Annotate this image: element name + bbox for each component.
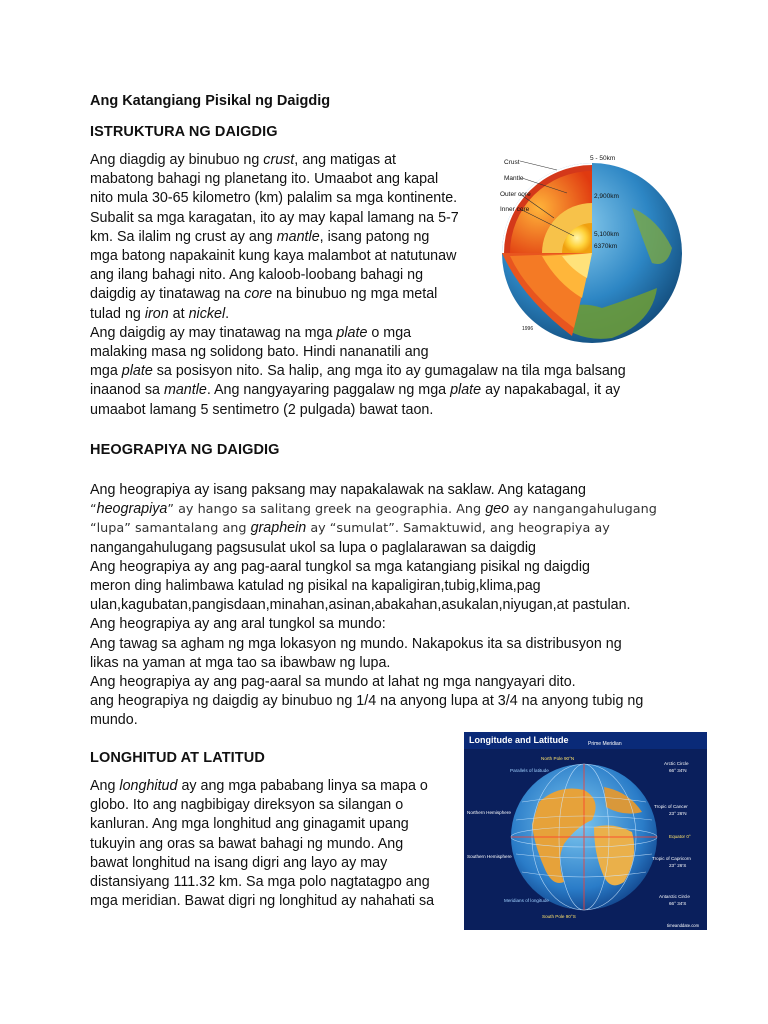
text-span: , ang matigas at [294, 152, 397, 168]
section-heading-istruktura: ISTRUKTURA NG DAIGDIG [90, 124, 278, 140]
s2-line-2 [90, 500, 657, 519]
text-span: mabatong bahagi ng planetang ito. Umaabot ang kapal [90, 171, 439, 188]
section-heading-longhitud: LONGHITUD AT LATITUD [90, 750, 265, 766]
text-span: nito mula 30-65 kilometro (km) palalim sa mga kontinente. [90, 190, 458, 207]
text-line [90, 835, 434, 854]
label-depth-2: 2,900km [594, 193, 619, 200]
fig2-parallels: Parallels of latitude [510, 768, 549, 773]
text-span: sa posisyon nito. Sa halip, ang mga ito ay gumagalaw na tila mga balsang [152, 363, 626, 380]
text-line: Ang tawag sa agham ng mga lokasyon ng mundo. Nakapokus ita sa distribusyon ng [90, 635, 622, 652]
text-span: distansiyang 111.32 km. Sa mga polo nagtatagpo ang [90, 874, 430, 891]
italic-term: graphein [250, 520, 307, 537]
text-span: Ang [90, 778, 120, 794]
fig2-arctic-deg: 66° 34′N [669, 768, 687, 773]
text-line: Ang heograpiya ay ang pag-aaral sa mundo at lahat ng mga nangyayari dito. [90, 674, 576, 691]
section3-body [90, 777, 434, 911]
text-span: at [168, 305, 189, 322]
earth-structure-figure [482, 148, 682, 348]
fig2-credit: timeanddate.com [667, 923, 700, 928]
text-span: . [225, 305, 230, 322]
italic-term: nickel [188, 305, 226, 322]
fig2-capricorn-deg: 23° 26′S [669, 863, 687, 868]
text-line: mundo. [90, 712, 138, 729]
text-line [90, 796, 434, 815]
fig2-north-pole: North Pole 90°N [541, 756, 575, 761]
text-span: , isang patong ng [319, 228, 430, 245]
text-span: Ang diagdig ay binubuo ng [90, 152, 264, 168]
text-span: globo. Ito ang nagbibigay direksyon sa silangan o [90, 797, 404, 814]
fig2-prime: Prime Meridian [588, 741, 622, 747]
text-line [90, 381, 626, 400]
italic-term: longhitud [119, 778, 178, 794]
italic-term: plate [336, 324, 368, 341]
label-mantle: Mantle [504, 175, 524, 182]
fig2-arctic: Arctic Circle [664, 761, 689, 766]
text-line: ulan,kagubatan,pangisdaan,minahan,asinan,abakahan,asukalan,niyugan,at pastulan. [90, 597, 631, 614]
italic-term: plate [121, 363, 153, 380]
text-line: meron ding halimbawa katulad ng pisikal na kapaligiran,tubig,klima,pag [90, 578, 541, 595]
text-span: malaking masa ng solidong bato. Hindi nananatili ang [90, 344, 429, 361]
italic-term: heograpiya [96, 501, 168, 518]
text-line [90, 873, 434, 892]
text-line: Ang heograpiya ay ang pag-aaral tungkol sa mga katangiang pisikal ng daigdig [90, 558, 590, 575]
text-span: km. Sa ilalim ng crust ay ang [90, 228, 277, 245]
text-line [90, 401, 626, 420]
text-span: Ang daigdig ay may tinatawag na mga [90, 324, 337, 341]
italic-term: core [244, 286, 273, 303]
fig2-southern: Southern Hemisphere [467, 854, 512, 859]
text-span: mga [90, 363, 122, 380]
italic-term: iron [144, 305, 169, 322]
text-span: Subalit sa mga karagatan, ito ay may kapal lamang na 5-7 [90, 209, 459, 226]
s2-line-1: Ang heograpiya ay isang paksang may napakalawak na saklaw. Ang katagang [90, 482, 586, 498]
italic-term: mantle [163, 382, 207, 399]
section-heading-heograpiya: HEOGRAPIYA NG DAIGDIG [90, 442, 280, 458]
text-span: tukuyin ang oras sa bawat bahagi ng mundo. Ang [90, 835, 404, 852]
text-line [90, 892, 434, 911]
label-depth-4: 6370km [594, 243, 618, 250]
text-line [90, 854, 434, 873]
text-span: “ [90, 502, 97, 518]
text-span: ay ang mga pababang linya sa mapa o [177, 778, 428, 794]
text-span: ay napakabagal, it ay [481, 382, 621, 399]
text-span: o mga [367, 324, 412, 341]
text-line [90, 777, 434, 796]
text-span: ay “sumulat”. Samaktuwid, ang heograpiya ay [306, 521, 610, 537]
text-span: tulad ng [90, 305, 145, 322]
text-span: “lupa” samantalang ang [90, 521, 251, 537]
fig2-cancer-deg: 23° 26′N [669, 811, 687, 816]
text-span: ” ay hango sa salitang greek na geographia. Ang [167, 502, 486, 518]
italic-term: plate [450, 382, 482, 399]
text-span: umaabot lamang 5 sentimetro (2 pulgada) bawat taon. [90, 401, 434, 418]
text-span: mga meridian. Bawat digri ng longhitud ay nahahati sa [90, 893, 435, 910]
text-line: nangangahulugang pagsusulat ukol sa lupa o paglalarawan sa daigdig [90, 539, 536, 556]
fig2-antarctic: Antarctic Circle [659, 894, 690, 899]
s2-line-3 [90, 519, 657, 538]
text-line: ang heograpiya ng daigdig ay binubuo ng 1/4 na anyong lupa at 3/4 na anyong tubig ng [90, 693, 644, 710]
fig2-meridians: Meridians of longitude [504, 898, 549, 903]
fig2-equator: Equator 0° [669, 834, 691, 839]
fig2-capricorn: Tropic of Capricorn [652, 856, 691, 861]
text-span: inaanod sa [90, 382, 164, 399]
text-span: na binubuo ng mga metal [272, 286, 438, 303]
fig2-cancer: Tropic of Cancer [654, 804, 688, 809]
label-depth-1: 5 - 50km [590, 155, 616, 162]
page-title: Ang Katangiang Pisikal ng Daigdig [90, 93, 331, 109]
text-span: bawat longhitud na isang digri ang layo ay may [90, 854, 388, 871]
text-line [90, 362, 626, 381]
label-depth-3: 5,100km [594, 231, 619, 238]
text-span: daigdig ay tinatawag na [90, 286, 245, 303]
italic-term: mantle [276, 228, 320, 245]
text-span: mga batong napakainit kung kaya malambot at natutunaw [90, 248, 457, 265]
text-line [90, 815, 434, 834]
fig2-title: Longitude and Latitude [469, 735, 569, 745]
label-small: 1996 [522, 326, 534, 332]
fig2-antarctic-deg: 66° 34′S [669, 901, 687, 906]
label-inner-core: Inner core [500, 206, 530, 213]
fig2-northern: Northern Hemisphere [467, 810, 511, 815]
italic-term: geo [485, 501, 510, 518]
longitude-latitude-figure [464, 732, 707, 930]
text-span: ang ilang bahagi nito. Ang kaloob-loobang bahagi ng [90, 267, 424, 284]
text-line: Ang heograpiya ay ang aral tungkol sa mundo: [90, 616, 386, 633]
label-crust: Crust [504, 159, 520, 166]
text-line: likas na yaman at mga tao sa ibawbaw ng lupa. [90, 654, 391, 671]
text-span: . Ang nangyayaring paggalaw ng mga [206, 382, 451, 399]
label-outer-core: Outer core [500, 191, 531, 198]
section2-body [90, 481, 657, 731]
text-span: kanluran. Ang mga longhitud ang ginagamit upang [90, 816, 409, 833]
italic-term: crust [263, 152, 295, 168]
fig2-south-pole: South Pole 90°S [542, 914, 576, 919]
text-span: ay nangangahulugang [509, 502, 657, 518]
